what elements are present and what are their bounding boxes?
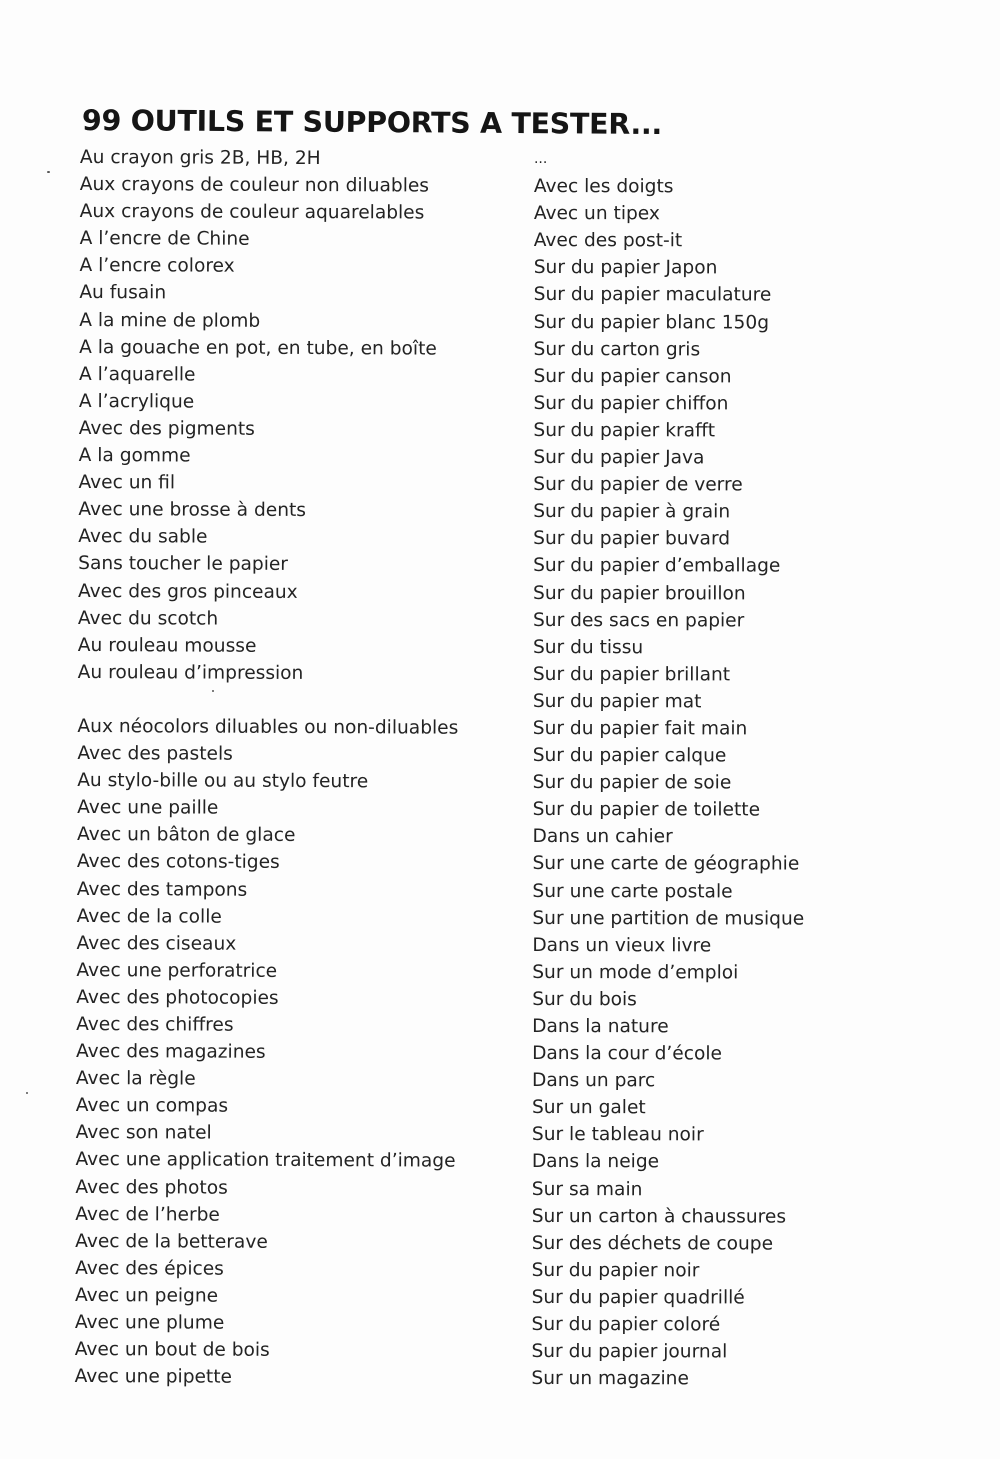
list-item: Sur du papier de toilette: [532, 799, 761, 821]
list-item: Au stylo-bille ou au stylo feutre: [77, 770, 369, 793]
list-item: Sur du papier de soie: [532, 772, 732, 794]
list-item: Dans un parc: [532, 1070, 656, 1092]
list-item: Avec de la betterave: [75, 1230, 268, 1253]
list-item: Avec des ciseaux: [76, 932, 237, 955]
list-item: Avec un compas: [75, 1095, 229, 1117]
list-item: Sur du papier canson: [533, 365, 732, 388]
list-item: Sur sa main: [531, 1178, 643, 1200]
list-item: Avec un fil: [78, 472, 176, 494]
list-item: Avec des épices: [75, 1257, 224, 1280]
blank-line: [78, 686, 459, 715]
list-item: Sur du carton gris: [533, 338, 701, 361]
list-item: Avec des pigments: [78, 417, 255, 440]
list-item: Sur une carte de géographie: [532, 853, 800, 875]
list-item: Avec une perforatrice: [76, 959, 278, 982]
list-item: Avec des chiffres: [76, 1013, 234, 1036]
list-item: Sur un magazine: [531, 1368, 689, 1390]
list-item: Au rouleau mousse: [77, 634, 257, 657]
list-item: Sur une carte postale: [532, 880, 733, 902]
list-item: Avec un bout de bois: [74, 1339, 270, 1361]
list-item: Avec des photos: [75, 1176, 228, 1199]
list-item: A l’aquarelle: [78, 363, 196, 386]
list-item: Avec des post-it: [533, 230, 683, 252]
list-item: Sur du papier buvard: [533, 528, 731, 550]
list-item: Sur du papier mat: [532, 690, 702, 713]
list-item: Sans toucher le papier: [78, 553, 289, 576]
list-item: Dans un cahier: [532, 826, 673, 848]
list-item: Sur du papier noir: [531, 1259, 700, 1282]
list-item: Sur du papier à grain: [533, 501, 731, 523]
list-item: Avec des magazines: [75, 1041, 266, 1063]
list-item: Avec des gros pinceaux: [78, 580, 298, 603]
list-item: Dans la neige: [531, 1151, 660, 1173]
scan-speck: [26, 1092, 28, 1094]
list-item: Avec de la colle: [76, 905, 222, 928]
list-item: Sur du papier coloré: [531, 1314, 721, 1336]
list-item: Sur du papier de verre: [533, 474, 743, 496]
supports-list-right: [531, 146, 805, 1393]
list-item: Avec son natel: [75, 1122, 212, 1144]
list-item: Aux néocolors diluables ou non-diluables: [77, 715, 459, 739]
list-item: Avec un bâton de glace: [76, 824, 296, 847]
list-item: Sur du papier blanc 150g: [533, 311, 770, 334]
list-item: ...: [533, 150, 548, 168]
list-item: Sur des déchets de coupe: [531, 1232, 774, 1255]
list-item: Avec de l’herbe: [75, 1203, 220, 1226]
list-item: A la gouache en pot, en tube, en boîte: [79, 336, 437, 360]
list-item: Sur du papier quadrillé: [531, 1286, 745, 1309]
list-item: Au crayon gris 2B, HB, 2H: [79, 146, 321, 170]
list-item: Avec du sable: [78, 526, 208, 548]
scan-speck: [212, 690, 214, 692]
list-item: A l’encre de Chine: [79, 228, 250, 251]
list-item: Avec une application traitement d’image: [75, 1149, 456, 1173]
list-item: Sur une partition de musique: [532, 907, 805, 930]
list-item: Avec des pastels: [77, 743, 233, 765]
list-item: Avec les doigts: [533, 176, 674, 198]
list-item: Dans un vieux livre: [532, 934, 712, 957]
list-item: Dans la cour d’école: [532, 1043, 722, 1065]
tools-list-left: [75, 144, 461, 1392]
list-item: Sur du bois: [532, 988, 637, 1011]
list-item: Sur des sacs en papier: [532, 609, 745, 632]
list-item: Sur du papier maculature: [533, 284, 772, 306]
list-item: Sur le tableau noir: [531, 1124, 704, 1146]
list-item: Aux crayons de couleur non diluables: [79, 174, 430, 197]
list-item: A l’acrylique: [78, 390, 195, 413]
scan-speck: [47, 171, 50, 173]
list-item: Avec une paille: [77, 797, 219, 819]
list-item: Au rouleau d’impression: [77, 661, 304, 684]
list-item: Sur du papier journal: [531, 1341, 728, 1363]
list-item: Avec une plume: [74, 1312, 225, 1334]
list-item: Avec des photocopies: [76, 986, 279, 1009]
list-item: Sur un mode d’emploi: [532, 961, 739, 984]
list-item: Sur du papier chiffon: [533, 392, 729, 415]
list-item: A la mine de plomb: [79, 309, 261, 332]
list-item: Aux crayons de couleur aquarelables: [79, 201, 425, 224]
list-item: Avec la règle: [75, 1068, 196, 1090]
list-item: Sur du papier Japon: [533, 257, 718, 279]
list-item: Avec une pipette: [74, 1366, 233, 1388]
list-item: Sur du papier fait main: [532, 717, 748, 740]
list-item: Sur un galet: [531, 1097, 646, 1119]
list-item: Au fusain: [79, 282, 167, 304]
list-item: Avec du scotch: [77, 607, 219, 630]
list-item: Avec des cotons-tiges: [76, 851, 280, 874]
list-item: Sur du papier krafft: [533, 419, 716, 442]
list-item: Sur un carton à chaussures: [531, 1205, 787, 1228]
list-item: Dans la nature: [532, 1015, 669, 1038]
list-item: Avec un tipex: [533, 203, 660, 225]
list-item: Avec des tampons: [76, 878, 248, 901]
list-item: Avec une brosse à dents: [78, 499, 307, 522]
list-item: Avec un peigne: [74, 1284, 219, 1307]
list-item: Sur du papier calque: [532, 745, 727, 767]
list-item: Sur du papier d’emballage: [533, 555, 781, 577]
list-item: Sur du tissu: [532, 636, 644, 658]
list-item: Sur du papier brouillon: [533, 582, 746, 604]
list-item: A l’encre colorex: [79, 255, 235, 278]
list-item: Sur du papier Java: [533, 447, 705, 469]
list-item: Sur du papier brillant: [532, 663, 731, 686]
list-item: A la gomme: [78, 445, 191, 467]
page-title: 99 OUTILS ET SUPPORTS A TESTER...: [81, 104, 663, 142]
